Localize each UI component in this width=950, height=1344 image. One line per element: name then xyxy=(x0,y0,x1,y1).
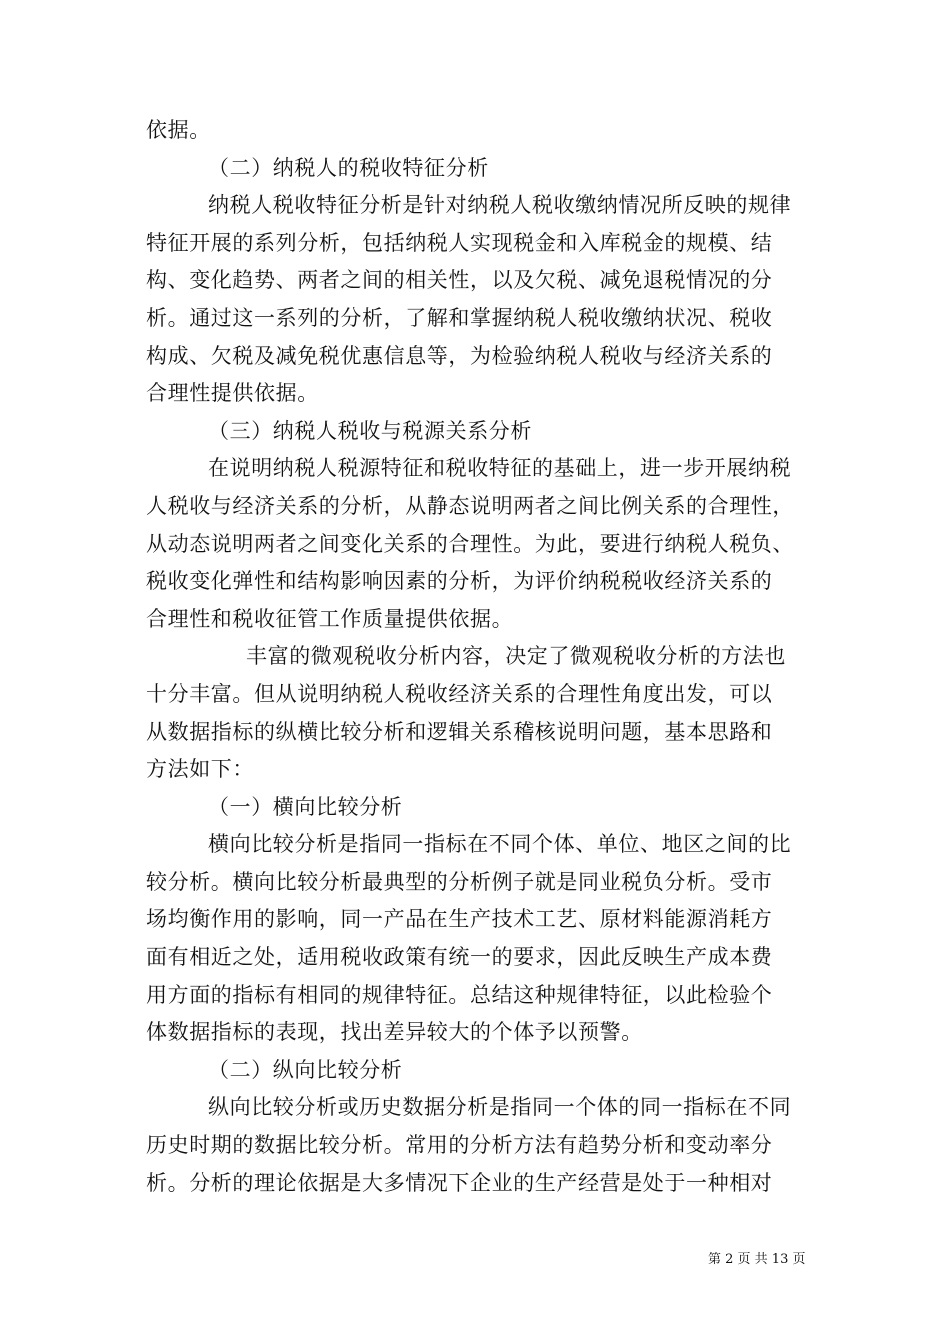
body-line: 十分丰富。但从说明纳税人税收经济关系的合理性角度出发，可以 xyxy=(146,681,773,706)
body-line: 构、变化趋势、两者之间的相关性，以及欠税、减免退税情况的分 xyxy=(146,268,773,293)
body-line: 用方面的指标有相同的规律特征。总结这种规律特征，以此检验个 xyxy=(146,982,773,1007)
body-line: 较分析。横向比较分析最典型的分析例子就是同业税负分析。受市 xyxy=(146,869,773,894)
body-line: 合理性和税收征管工作质量提供依据。 xyxy=(146,606,514,631)
section-heading: （三）纳税人税收与税源关系分析 xyxy=(208,418,532,443)
page-number-footer: 第 2 页 共 13 页 xyxy=(708,1252,806,1267)
paragraph-first-line: 横向比较分析是指同一指标在不同个体、单位、地区之间的比 xyxy=(208,832,792,857)
body-line: 面有相近之处，适用税收政策有统一的要求，因此反映生产成本费 xyxy=(146,945,773,970)
body-line: 析。分析的理论依据是大多情况下企业的生产经营是处于一种相对 xyxy=(146,1170,773,1195)
body-line: 依据。 xyxy=(146,118,211,142)
body-line: 人税收与经济关系的分析，从静态说明两者之间比例关系的合理性， xyxy=(146,493,794,518)
paragraph-first-line: 丰富的微观税收分析内容，决定了微观税收分析的方法也 xyxy=(246,644,786,669)
paragraph-first-line: 纵向比较分析或历史数据分析是指同一个体的同一指标在不同 xyxy=(208,1095,792,1120)
body-line: 从数据指标的纵横比较分析和逻辑关系稽核说明问题，基本思路和 xyxy=(146,719,773,744)
body-line: 税收变化弹性和结构影响因素的分析，为评价纳税税收经济关系的 xyxy=(146,569,773,594)
section-heading: （二）纳税人的税收特征分析 xyxy=(208,155,489,180)
section-heading: （一）横向比较分析 xyxy=(208,794,403,819)
body-line: 析。通过这一系列的分析，了解和掌握纳税人税收缴纳状况、税收 xyxy=(146,305,773,330)
body-line: 从动态说明两者之间变化关系的合理性。为此，要进行纳税人税负、 xyxy=(146,531,794,556)
document-body xyxy=(146,112,811,1202)
paragraph-first-line: 在说明纳税人税源特征和税收特征的基础上，进一步开展纳税 xyxy=(208,456,792,481)
body-line: 场均衡作用的影响，同一产品在生产技术工艺、原材料能源消耗方 xyxy=(146,907,773,932)
paragraph-first-line: 纳税人税收特征分析是针对纳税人税收缴纳情况所反映的规律 xyxy=(208,193,792,218)
body-line: 合理性提供依据。 xyxy=(146,381,319,406)
body-line: 方法如下： xyxy=(146,757,254,782)
body-line: 构成、欠税及减免税优惠信息等，为检验纳税人税收与经济关系的 xyxy=(146,343,773,368)
section-heading: （二）纵向比较分析 xyxy=(208,1057,403,1082)
body-line: 体数据指标的表现，找出差异较大的个体予以预警。 xyxy=(146,1020,643,1045)
body-line: 历史时期的数据比较分析。常用的分析方法有趋势分析和变动率分 xyxy=(146,1133,773,1158)
body-line: 特征开展的系列分析，包括纳税人实现税金和入库税金的规模、结 xyxy=(146,230,773,255)
